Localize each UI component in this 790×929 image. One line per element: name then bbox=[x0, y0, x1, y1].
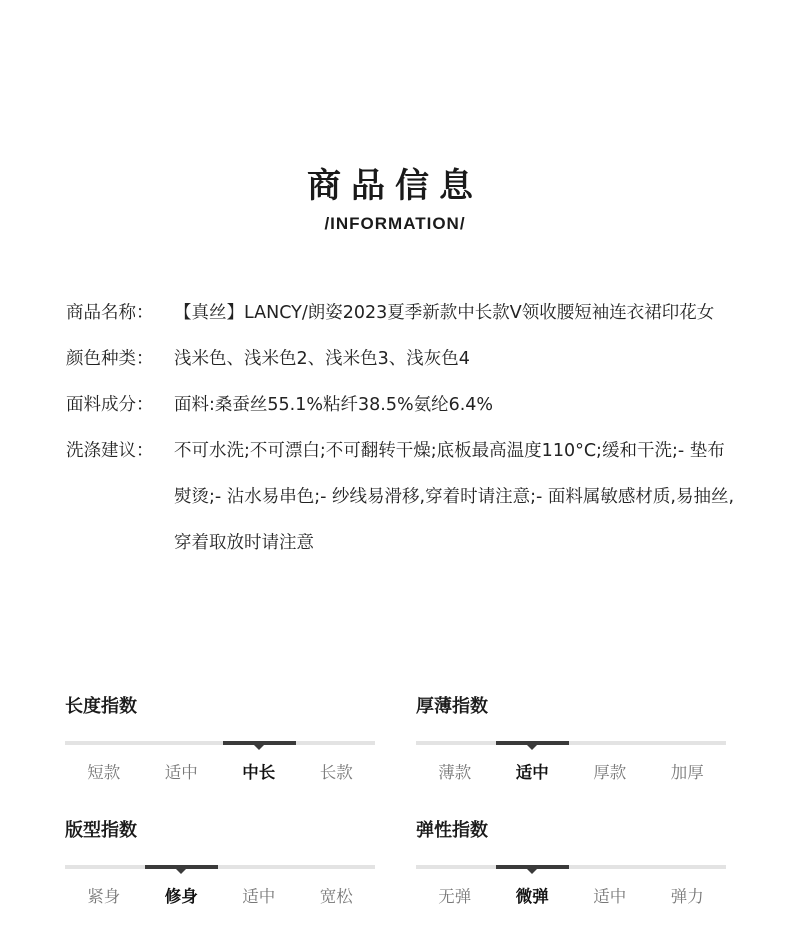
info-value: 面料:桑蚕丝55.1%粘纤38.5%氨纶6.4% bbox=[174, 395, 494, 415]
meter-option: 修身 bbox=[164, 887, 198, 906]
meter-option: 长款 bbox=[319, 763, 353, 782]
meter-indicator bbox=[223, 741, 296, 745]
length-index-meter bbox=[65, 695, 375, 782]
elasticity-index-meter bbox=[416, 819, 726, 906]
info-label: 面料成分： bbox=[66, 395, 154, 415]
meter-indicator bbox=[496, 741, 569, 745]
meter-options bbox=[416, 761, 726, 785]
fit-index-meter bbox=[65, 819, 375, 906]
info-label: 洗涤建议： bbox=[66, 441, 154, 461]
meter-option: 适中 bbox=[593, 887, 627, 906]
meter-title: 版型指数 bbox=[65, 820, 137, 841]
meter-option: 适中 bbox=[164, 763, 198, 782]
meter-title: 长度指数 bbox=[65, 696, 137, 717]
meter-indicator bbox=[496, 865, 569, 869]
info-value: 浅米色、浅米色2、浅米色3、浅灰色4 bbox=[174, 349, 470, 369]
meter-option: 微弹 bbox=[515, 887, 549, 906]
meter-option: 弹力 bbox=[670, 887, 704, 906]
meter-option: 加厚 bbox=[670, 763, 704, 782]
section-subtitle: /INFORMATION/ bbox=[324, 214, 466, 233]
product-info-list bbox=[66, 290, 736, 566]
meter-option: 短款 bbox=[87, 763, 121, 782]
info-value: 不可水洗;不可漂白;不可翻转干燥;底板最高温度110°C;缓和干洗;- 垫布熨烫;- 沾水易串色;- 纱线易滑移,穿着时请注意;- 面料属敏感材质,易抽丝,穿着取放时请注意 bbox=[174, 441, 735, 553]
meter-option: 宽松 bbox=[319, 887, 353, 906]
meter-track bbox=[65, 741, 375, 745]
info-value: 【真丝】LANCY/朗姿2023夏季新款中长款V领收腰短袖连衣裙印花女 bbox=[174, 303, 715, 323]
meter-option: 紧身 bbox=[87, 887, 121, 906]
meter-indicator bbox=[145, 865, 218, 869]
info-row-fabric bbox=[66, 382, 736, 428]
info-row-colors bbox=[66, 336, 736, 382]
meter-options bbox=[65, 761, 375, 785]
meter-options bbox=[416, 885, 726, 909]
meter-track bbox=[416, 865, 726, 869]
meter-option: 厚款 bbox=[593, 763, 627, 782]
meter-options bbox=[65, 885, 375, 909]
meter-option: 适中 bbox=[515, 763, 549, 782]
meter-title: 厚薄指数 bbox=[416, 696, 488, 717]
info-row-care bbox=[66, 428, 736, 566]
info-row-product-name bbox=[66, 290, 736, 336]
meter-option: 薄款 bbox=[438, 763, 472, 782]
section-title: 商品信息 bbox=[307, 166, 483, 206]
meter-option: 无弹 bbox=[438, 887, 472, 906]
meter-title: 弹性指数 bbox=[416, 820, 488, 841]
meter-option: 适中 bbox=[242, 887, 276, 906]
meter-option: 中长 bbox=[242, 763, 276, 782]
meter-track bbox=[416, 741, 726, 745]
thickness-index-meter bbox=[416, 695, 726, 782]
info-label: 商品名称： bbox=[66, 303, 154, 323]
meter-track bbox=[65, 865, 375, 869]
info-label: 颜色种类： bbox=[66, 349, 154, 369]
